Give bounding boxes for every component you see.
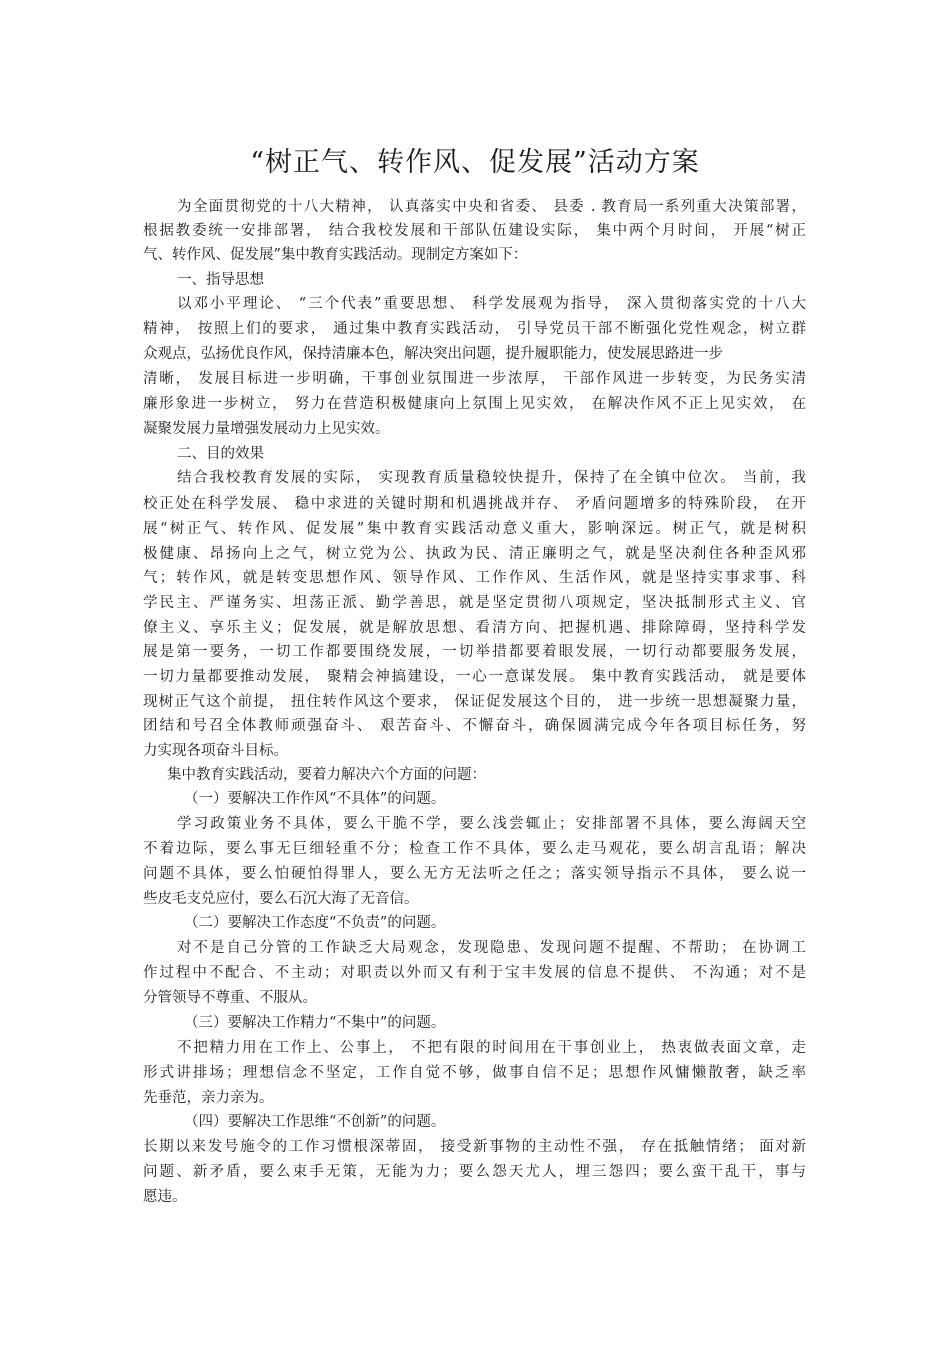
body-line: 对不是自己分管的工作缺乏大局观念，发现隐患、发现问题不提醒、不帮助； 在协调工	[177, 940, 806, 956]
body-line: 不把精力用在工作上、公事上， 不把有限的时间用在干事创业上， 热衷做表面文章，走	[177, 1040, 806, 1056]
body-line: 展是第一要务，一切工作都要围绕发展，一切举措都要着眼发展，一切行动都要服务发展，	[143, 644, 806, 660]
body-line: 团结和号召全体教师顽强奋斗、 艰苦奋斗、不懈奋斗，确保圆满完成今年各项目标任务，努	[143, 718, 806, 734]
body-line: 形式讲排场；理想信念不坚定，工作自觉不够，做事自信不足；思想作风慵懒散奢，缺乏率	[143, 1065, 806, 1081]
body-line: 展“树正气、转作风、促发展”集中教育实践活动意义重大，影响深远。树正气，就是树积	[143, 521, 806, 537]
body-line: 凝聚发展力量增强发展动力上见实效。	[143, 421, 390, 437]
body-line: 僚主义、享乐主义；促发展，就是解放思想、看清方向、把握机遇、排除障碍，坚持科学发	[143, 620, 806, 636]
body-line: 力实现各项奋斗目标。	[143, 743, 288, 759]
body-line: 极健康、昂扬向上之气，树立党为公、执政为民、清正廉明之气，就是坚决刹住各种歪风邪	[143, 546, 806, 562]
body-line: 作过程中不配合、不主动；对职责以外而又有利于宝丰发展的信息不提供、 不沟通；对不是	[143, 965, 806, 981]
document-title: “树正气、转作风、促发展”活动方案	[250, 147, 700, 178]
body-line: 一切力量都要推动发展， 聚精会神搞建设，一心一意谋发展。 集中教育实践活动， 就是要体	[143, 669, 806, 685]
body-line: 精神， 按照上们的要求， 通过集中教育实践活动， 引导党员干部不断强化党性观念，树立群	[143, 321, 806, 337]
body-line: 一、指导思想	[177, 272, 264, 288]
body-line: 集中教育实践活动，要着力解决六个方面的问题：	[167, 767, 486, 783]
body-line: （一）要解决工作作风“不具体”的问题。	[184, 791, 446, 807]
body-line: 不着边际，要么事无巨细轻重不分；检查工作不具体，要么走马观花，要么胡言乱语；解决	[143, 841, 806, 857]
body-line: 学习政策业务不具体，要么干脆不学，要么浅尝辄止；安排部署不具体，要么海阔天空	[177, 816, 806, 832]
body-line: 气；转作风，就是转变思想作风、领导作风、工作作风、生活作风，就是坚持实事求事、科	[143, 570, 806, 586]
body-line: 为全面贯彻党的十八大精神， 认真落实中央和省委、 县委 . 教育局一系列重大决策部署，	[177, 199, 806, 215]
body-line: （三）要解决工作精力“不集中”的问题。	[184, 1015, 446, 1031]
body-line: 先垂范，亲力亲为。	[143, 1090, 274, 1106]
body-line: 二、目的效果	[177, 446, 264, 462]
body-line: 根据教委统一安排部署， 结合我校发展和干部队伍建设实际， 集中两个月时间， 开展“树正	[143, 223, 806, 239]
body-line: 现树正气这个前提， 扭住转作风这个要求， 保证促发展这个目的， 进一步统一思想凝聚力量，	[143, 694, 806, 710]
body-line: 问题不具体，要么怕硬怕得罪人，要么无方无法听之任之；落实领导指示不具体， 要么说一	[143, 866, 806, 882]
body-line: 清晰， 发展目标进一步明确，干事创业氛围进一步浓厚， 干部作风进一步转变，为民务实清	[143, 371, 806, 387]
body-line: 分管领导不尊重、不服从。	[143, 990, 317, 1006]
body-line: 气、转作风、促发展”集中教育实践活动。现制定方案如下：	[143, 247, 528, 263]
body-line: 结合我校教育发展的实际， 实现教育质量稳较快提升，保持了在全镇中位次。 当前，我	[177, 470, 806, 486]
body-line: 廉形象进一步树立， 努力在营造积极健康向上氛围上见实效， 在解决作风不正上见实效， 在	[143, 396, 806, 412]
body-line: 校正处在科学发展、 稳中求进的关键时期和机遇挑战并存、 矛盾问题增多的特殊阶段， 在开	[143, 496, 806, 512]
body-line: （四）要解决工作思维“不创新”的问题。	[184, 1114, 446, 1130]
body-line: 以邓小平理论、 “三个代表”重要思想、 科学发展观为指导， 深入贯彻落实党的十八大	[177, 296, 806, 312]
body-line: 长期以来发号施令的工作习惯根深蒂固， 接受新事物的主动性不强， 存在抵触情绪； 面对新	[143, 1139, 806, 1155]
body-line: 愿违。	[143, 1189, 187, 1205]
body-line: 问题、新矛盾，要么束手无策，无能为力；要么怨天尤人，埋三怨四；要么蛮干乱干，事与	[143, 1164, 806, 1180]
body-line: 学民主、严谨务实、坦荡正派、勤学善思，就是坚定贯彻八项规定，坚决抵制形式主义、官	[143, 595, 806, 611]
body-line: 众观点，弘扬优良作风，保持清廉本色，解决突出问题，提升履职能力，使发展思路进一步	[143, 346, 723, 362]
body-line: （二）要解决工作态度“不负责”的问题。	[184, 915, 446, 931]
body-line: 些皮毛支兑应付，要么石沉大海了无音信。	[143, 891, 419, 907]
